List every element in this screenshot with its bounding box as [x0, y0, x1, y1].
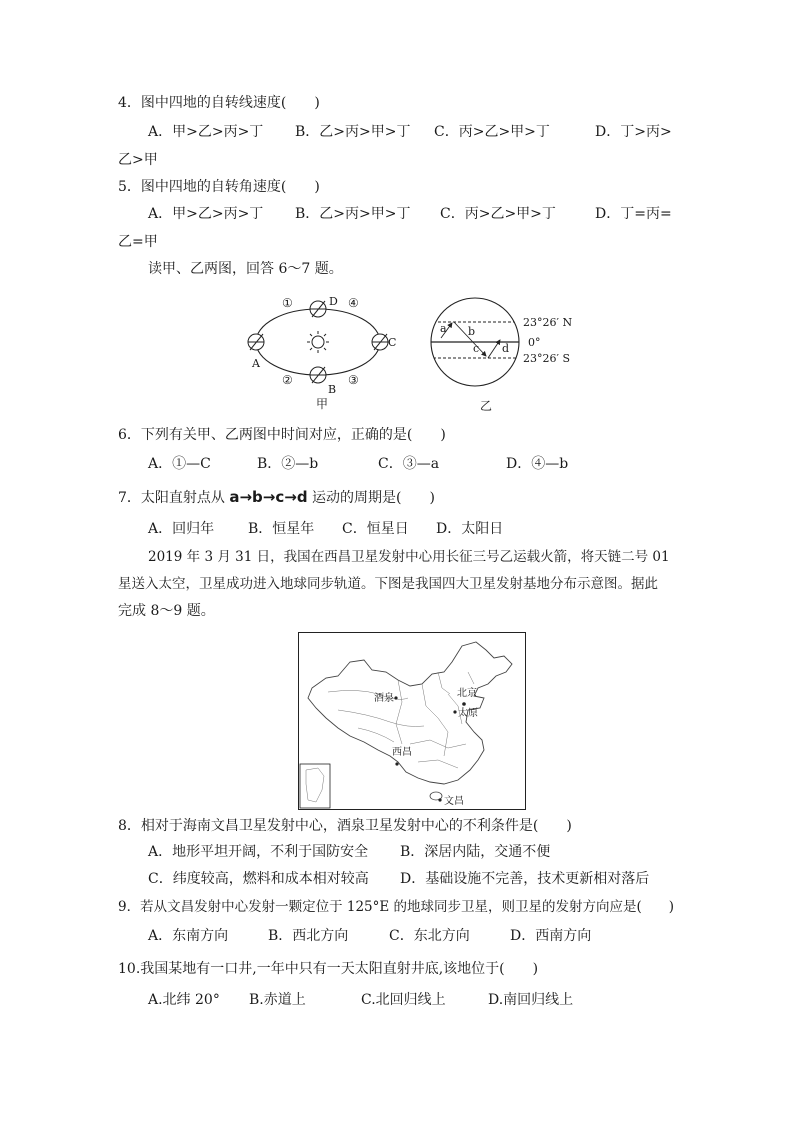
q6-option-a: A．①—C — [148, 456, 211, 472]
q6-option-c: C．③—a — [378, 456, 440, 472]
q8-option-c: C．纬度较高，燃料和成本相对较高 — [148, 871, 369, 887]
intro-6-7: 读甲、乙两图，回答 6～7 题。 — [148, 261, 343, 277]
figure-yi-latitudes — [428, 294, 578, 414]
q7-stem-prefix: 7．太阳直射点从 — [118, 490, 230, 506]
q5-option-a: A．甲>乙>丙>丁 — [148, 206, 264, 222]
intro-8-9-line3: 完成 8～9 题。 — [118, 603, 215, 619]
figure-jia-orbit — [240, 290, 410, 412]
q9-option-d: D．西南方向 — [510, 928, 592, 944]
q9-option-b: B．西北方向 — [268, 928, 349, 944]
q7-path: a→b→c→d — [229, 488, 308, 506]
figure-jia-caption: 甲 — [316, 397, 329, 411]
path-point-d: d — [502, 342, 510, 355]
intro-8-9-line1: 2019 年 3 月 31 日，我国在西昌卫星发射中心用长征三号乙运载火箭，将天链二号 01 — [148, 549, 670, 565]
q10-option-c: C.北回归线上 — [361, 992, 446, 1008]
label-tropic-north: 23°26′ N — [523, 316, 573, 329]
figure-yi-caption: 乙 — [480, 399, 493, 413]
q5-option-d: D．丁=丙= — [595, 206, 672, 222]
path-point-c: c — [473, 342, 480, 355]
q4-option-d: D．丁>丙> — [595, 124, 672, 140]
label-tropic-south: 23°26′ S — [523, 352, 571, 365]
q8-option-d: D．基础设施不完善，技术更新相对落后 — [400, 871, 650, 887]
path-point-a: a — [440, 322, 447, 335]
city-beijing: 北京 — [457, 688, 477, 699]
q5-stem: 5．图中四地的自转角速度( ) — [118, 179, 320, 195]
point-c: C — [388, 336, 397, 349]
q5-option-d-cont: 乙=甲 — [118, 234, 158, 250]
q6-option-b: B．②—b — [257, 456, 319, 472]
sun-icon — [307, 331, 329, 353]
q5-option-b: B．乙>丙>甲>丁 — [295, 206, 411, 222]
q9-option-a: A．东南方向 — [148, 928, 229, 944]
q7-option-c: C．恒星日 — [342, 521, 409, 537]
q10-option-a: A.北纬 20° — [148, 992, 220, 1008]
q4-option-d-cont: 乙>甲 — [118, 152, 158, 168]
q9-stem: 9．若从文昌发射中心发射一颗定位于 125°E 的地球同步卫星，则卫星的发射方向应是( ) — [118, 899, 675, 915]
q8-option-b: B．深居内陆，交通不便 — [400, 844, 551, 860]
path-point-b: b — [468, 325, 476, 338]
earth-icon-d — [310, 301, 326, 317]
position-3: ③ — [348, 373, 359, 387]
q7-stem — [118, 487, 435, 508]
q6-stem: 6．下列有关甲、乙两图中时间对应，正确的是( ) — [118, 427, 446, 443]
q9-option-c: C．东北方向 — [389, 928, 470, 944]
city-wenchang: 文昌 — [444, 796, 464, 807]
position-2: ② — [282, 373, 293, 387]
q7-option-d: D．太阳日 — [436, 521, 504, 537]
q7-option-a: A．回归年 — [148, 521, 215, 537]
q4-option-c: C．丙>乙>甲>丁 — [434, 124, 550, 140]
earth-icon-c — [372, 334, 388, 350]
q8-option-a: A．地形平坦开阔，不利于国防安全 — [148, 844, 369, 860]
position-4: ④ — [348, 296, 359, 310]
point-d: D — [329, 295, 338, 308]
city-taiyuan: 太原 — [458, 708, 478, 719]
intro-8-9-line2: 星送入太空，卫星成功进入地球同步轨道。下图是我国四大卫星发射基地分布示意图。据此 — [118, 576, 658, 592]
point-b: B — [328, 383, 337, 396]
china-launch-sites-map — [298, 632, 526, 810]
q6-option-d: D．④—b — [506, 456, 569, 472]
q10-stem: 10.我国某地有一口井,一年中只有一天太阳直射井底,该地位于( ) — [118, 961, 539, 977]
q4-stem: 4．图中四地的自转线速度( ) — [118, 95, 320, 111]
q7-stem-suffix: 运动的周期是( ) — [307, 490, 435, 506]
earth-icon-a — [248, 334, 264, 350]
city-jiuquan: 酒泉 — [374, 693, 394, 704]
q7-option-b: B．恒星年 — [248, 521, 315, 537]
q10-option-d: D.南回归线上 — [488, 992, 574, 1008]
label-equator: 0° — [528, 336, 541, 349]
q5-option-c: C．丙>乙>甲>丁 — [440, 206, 556, 222]
q4-option-a: A．甲>乙>丙>丁 — [148, 124, 264, 140]
city-xichang: 西昌 — [392, 747, 412, 758]
q8-stem: 8．相对于海南文昌卫星发射中心，酒泉卫星发射中心的不利条件是( ) — [118, 818, 572, 834]
point-a: A — [252, 357, 260, 370]
q10-option-b: B.赤道上 — [249, 992, 306, 1008]
position-1: ① — [282, 296, 293, 310]
earth-icon-b — [310, 367, 326, 383]
q4-option-b: B．乙>丙>甲>丁 — [295, 124, 411, 140]
